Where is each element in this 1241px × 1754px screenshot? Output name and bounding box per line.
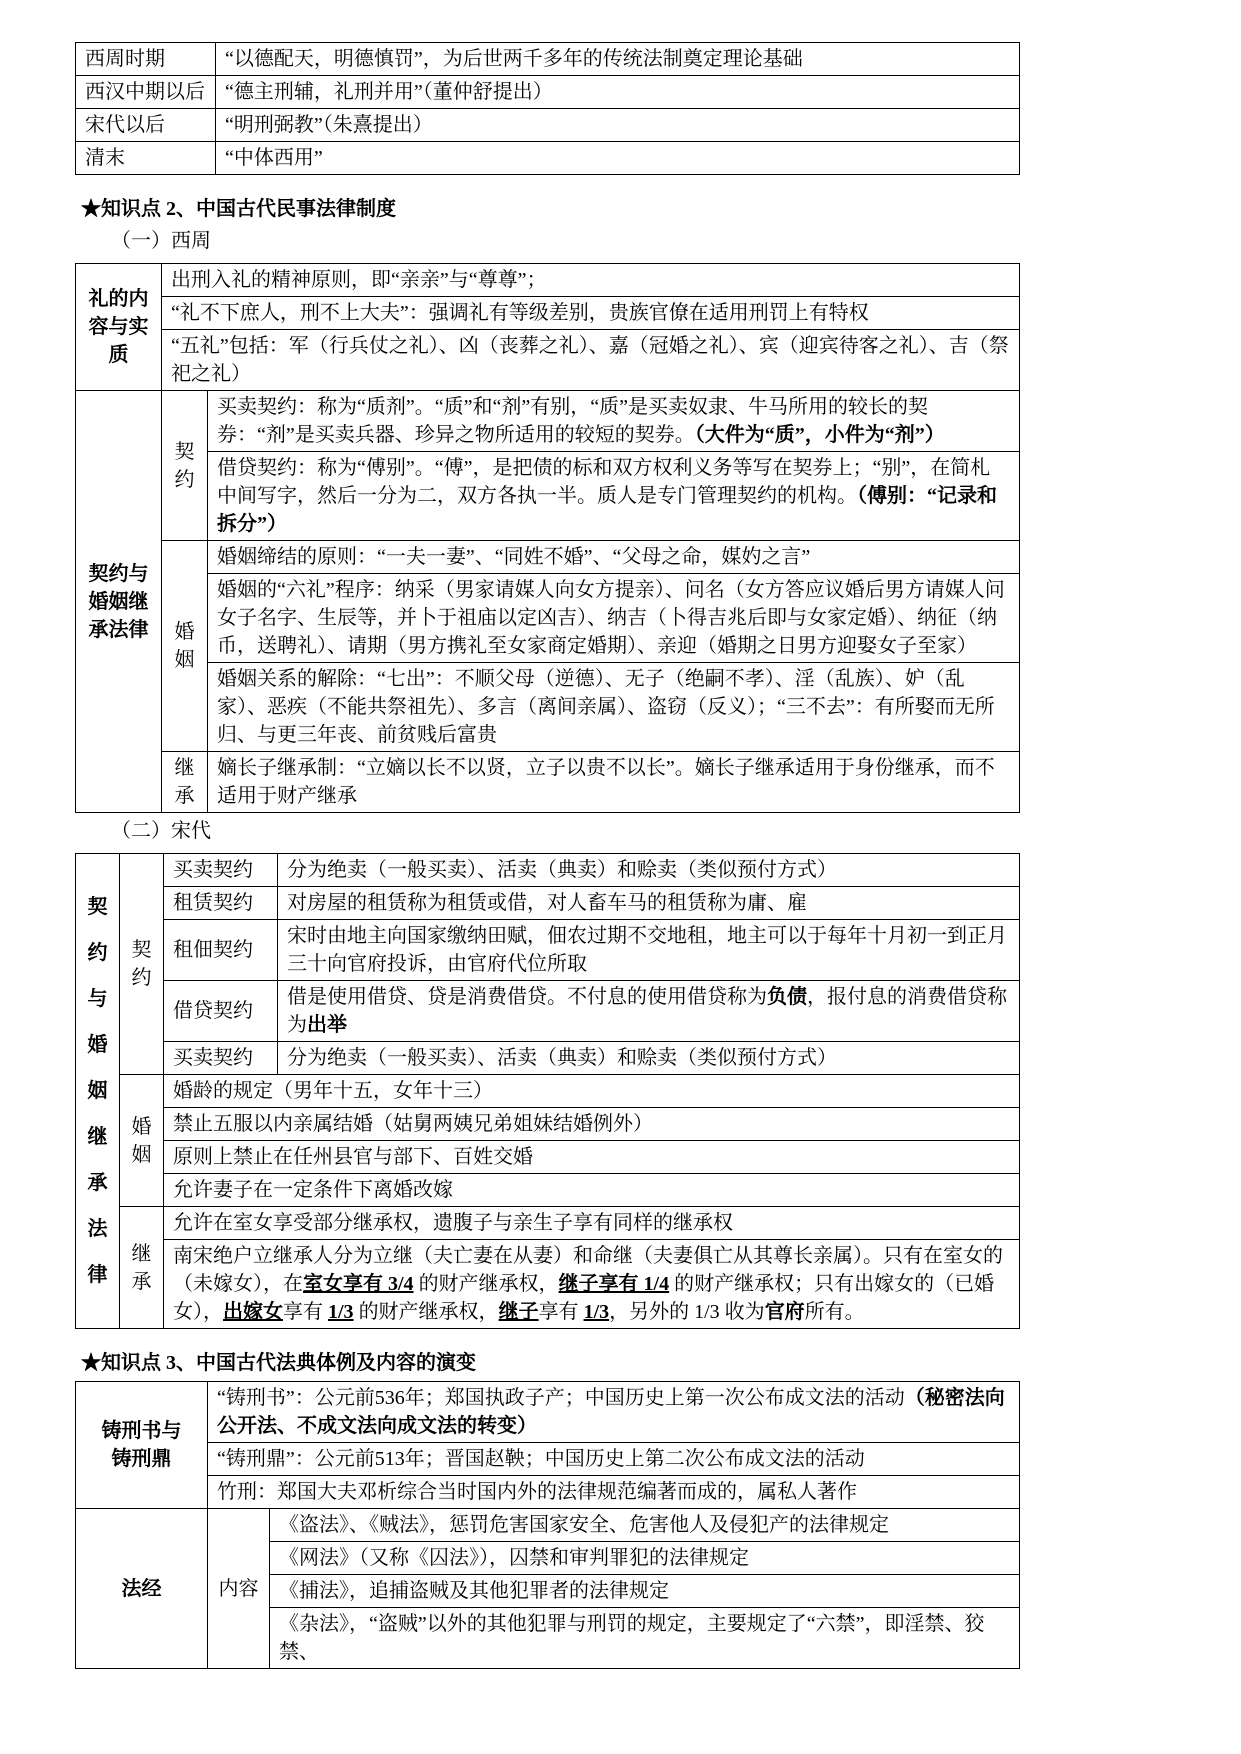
content-cell: 婚龄的规定（男年十五，女年十三） (164, 1075, 1020, 1108)
songdai-table (75, 853, 1020, 1329)
text-segment: 享有 (283, 1301, 328, 1323)
period-cell: 西汉中期以后 (76, 76, 216, 109)
content-cell (208, 391, 1020, 452)
jicheng-category-cell: 继承 (162, 752, 208, 813)
text-segment: （大件为“质”，小件为“剂”） (694, 424, 945, 446)
desc-cell: “明刑弼教”（朱熹提出） (216, 109, 1020, 142)
table-row (76, 43, 1020, 76)
table-row (76, 1042, 1020, 1075)
table-row (76, 109, 1020, 142)
qiyue-category-cell: 契约 (162, 391, 208, 541)
content-cell (164, 1240, 1020, 1329)
neirong-category-cell: 内容 (208, 1509, 270, 1669)
table-row (76, 541, 1020, 574)
text-segment: 借贷契约：称为“傅别”。“傅”，是把债的标和双方权利义务等写在契券上；“别”，在简札中间写字，然后一分为二，双方各执一半。质人是专门管理契约的机构。 (217, 457, 991, 507)
table-row (76, 887, 1020, 920)
kp2-sub-songdai: （二）宋代 (111, 820, 211, 842)
text-segment: 宋时由地主向国家缴纳田赋，佃农过期不交地租，地主可以于每年十月初一到正月三十向官府投诉，由官府代位所取 (287, 925, 1007, 975)
text-segment: 出嫁女 (223, 1301, 283, 1323)
kp2-heading: ★知识点 2、中国古代民事法律制度 (81, 198, 396, 220)
table-row (76, 1108, 1020, 1141)
content-cell: 婚姻缔结的原则：“一夫一妻”、“同姓不婚”、“父母之命，媒妁之言” (208, 541, 1020, 574)
content-cell: 婚姻关系的解除：“七出”：不顺父母（逆德）、无子（绝嗣不孝）、淫（乱族）、妒（乱家）、恶疾（不能共祭祖先）、多言（离间亲属）、盗窃（反义）；“三不去”：有所娶而无所归、与更三年丧、前贫贱后富贵 (208, 663, 1020, 752)
history-table (75, 42, 1020, 175)
content-cell: 婚姻的“六礼”程序：纳采（男家请媒人向女方提亲）、问名（女方答应议婚后男方请媒人问女子名字、生辰等，并卜于祖庙以定凶吉）、纳吉（卜得吉兆后即与女家定婚）、纳征（纳币，送聘礼）、请期（男方携礼至女家商定婚期）、亲迎（婚期之日男方迎娶女子至家） (208, 574, 1020, 663)
content-cell: 《盗法》、《贼法》，惩罚危害国家安全、危害他人及侵犯产的法律规定 (270, 1509, 1020, 1542)
table-row (76, 76, 1020, 109)
content-cell (208, 1443, 1020, 1476)
table-row (76, 752, 1020, 813)
text-segment: 买卖契约：称为“质剂”。“质”和“剂”有别，“质”是买卖奴隶、牛马所用的较长的契券：“剂”是买卖兵器、珍异之物所适用的较短的契券。 (217, 396, 929, 446)
period-cell: 清末 (76, 142, 216, 175)
fadian-table (75, 1381, 1020, 1669)
text-segment: “铸刑鼎”：公元前513年；晋国赵鞅；中国历史上第二次公布成文法的活动 (217, 1448, 865, 1470)
table-row (76, 1141, 1020, 1174)
desc-cell: “以德配天，明德慎罚”，为后世两千多年的传统法制奠定理论基础 (216, 43, 1020, 76)
content-cell (278, 1042, 1020, 1075)
table-row (76, 1207, 1020, 1240)
content-cell: 《捕法》，追捕盗贼及其他犯罪者的法律规定 (270, 1575, 1020, 1608)
table-row (76, 142, 1020, 175)
text-segment: 1/3 (328, 1301, 354, 1323)
content-cell: 《杂法》，“盗贼”以外的其他犯罪与刑罚的规定，主要规定了“六禁”，即淫禁、狡禁、 (270, 1608, 1020, 1669)
qihun-section-label: 契约与婚姻继承法律 (76, 391, 162, 813)
text-segment: 出举 (307, 1014, 347, 1036)
text-segment: 享有 (538, 1301, 584, 1323)
table-row (76, 1509, 1020, 1542)
text-segment: 官府 (764, 1301, 805, 1323)
table-row (76, 1476, 1020, 1509)
content-cell (278, 887, 1020, 920)
table-row (76, 663, 1020, 752)
text-segment: 允许在室女享受部分继承权，遗腹子与亲生子享有同样的继承权 (173, 1212, 733, 1234)
content-cell (208, 1382, 1020, 1443)
table-row (76, 1382, 1020, 1443)
table-row (76, 854, 1020, 887)
table-row (76, 920, 1020, 981)
contract-name-cell: 借贷契约 (164, 981, 278, 1042)
document-content (75, 42, 1020, 1669)
contract-name-cell: 租赁契约 (164, 887, 278, 920)
kp2-sub-xizhou: （一）西周 (111, 230, 211, 252)
text-segment: （秘密法向公开法、不成文法向成文法的转变） (217, 1387, 1005, 1437)
content-cell: 原则上禁止在任州县官与部下、百姓交婚 (164, 1141, 1020, 1174)
text-segment: 分为绝卖（一般买卖）、活卖（典卖）和赊卖（类似预付方式） (287, 1047, 837, 1069)
table-row (76, 574, 1020, 663)
fajing-section-label: 法经 (76, 1509, 208, 1669)
li-section-label: 礼的内容与实质 (76, 264, 162, 391)
content-cell: “礼不下庶人，刑不上大夫”：强调礼有等级差别，贵族官僚在适用刑罚上有特权 (162, 297, 1020, 330)
hunyin-category-cell: 婚姻 (120, 1075, 164, 1207)
content-cell (278, 920, 1020, 981)
kp3-heading: ★知识点 3、中国古代法典体例及内容的演变 (81, 1352, 476, 1374)
content-cell: 出刑入礼的精神原则，即“亲亲”与“尊尊”； (162, 264, 1020, 297)
content-cell (278, 854, 1020, 887)
table-row (76, 981, 1020, 1042)
text-segment: 南宋绝户立继承人分为立继（夫亡妻在从妻）和命继（夫妻俱亡从其尊长亲属）。只有在室女的（未嫁女），在 (173, 1245, 1003, 1295)
text-segment: 继子享有 1/4 (558, 1273, 670, 1295)
table-row (76, 1443, 1020, 1476)
period-cell: 宋代以后 (76, 109, 216, 142)
content-cell: 嫡长子继承制：“立嫡以长不以贤，立子以贵不以长”。嫡长子继承适用于身份继承，而不适用于财产继承 (208, 752, 1020, 813)
contract-name-cell: 买卖契约 (164, 854, 278, 887)
text-segment: 继子 (498, 1301, 539, 1323)
table-row (76, 330, 1020, 391)
text-segment: （傅别：“记录和拆分”） (217, 485, 997, 535)
content-cell: 《网法》（又称《囚法》），囚禁和审判罪犯的法律规定 (270, 1542, 1020, 1575)
zhuxing-section-label: 铸刑书与铸刑鼎 (76, 1382, 208, 1509)
content-cell: 禁止五服以内亲属结婚（姑舅两姨兄弟姐妹结婚例外） (164, 1108, 1020, 1141)
main-section-label: 契约与婚姻继承法律 (76, 854, 120, 1329)
desc-cell: “德主刑辅，礼刑并用”（董仲舒提出） (216, 76, 1020, 109)
contract-name-cell: 买卖契约 (164, 1042, 278, 1075)
hunyin-category-cell: 婚姻 (162, 541, 208, 752)
table-row (76, 1240, 1020, 1329)
content-cell (278, 981, 1020, 1042)
text-segment: 的财产继承权， (413, 1273, 559, 1295)
content-cell (164, 1207, 1020, 1240)
xizhou-table (75, 263, 1020, 813)
table-row (76, 297, 1020, 330)
text-segment: 的财产继承权；只有出嫁女的（已婚女）， (173, 1273, 995, 1323)
contract-name-cell: 租佃契约 (164, 920, 278, 981)
text-segment: 借是使用借贷、贷是消费借贷。不付息的使用借贷称为 (287, 986, 767, 1008)
text-segment: 对房屋的租赁称为租赁或借，对人畜车马的租赁称为庸、雇 (287, 892, 807, 914)
text-segment: “铸刑书”：公元前536年；郑国执政子产；中国历史上第一次公布成文法的活动 (217, 1387, 905, 1409)
content-cell: 允许妻子在一定条件下离婚改嫁 (164, 1174, 1020, 1207)
jicheng-category-cell: 继承 (120, 1207, 164, 1329)
text-segment: 室女享有 3/4 (303, 1273, 414, 1295)
table-row (76, 264, 1020, 297)
text-segment: 分为绝卖（一般买卖）、活卖（典卖）和赊卖（类似预付方式） (287, 859, 837, 881)
table-row (76, 1174, 1020, 1207)
period-cell: 西周时期 (76, 43, 216, 76)
content-cell (208, 1476, 1020, 1509)
table-row (76, 391, 1020, 452)
text-segment: ，另外的 1/3 收为 (609, 1301, 765, 1323)
text-segment: 所有。 (804, 1301, 865, 1323)
text-segment: 负债 (767, 986, 807, 1008)
table-row (76, 452, 1020, 541)
text-segment: 竹刑：郑国大夫邓析综合当时国内外的法律规范编著而成的，属私人著作 (217, 1481, 857, 1503)
text-segment: 的财产继承权， (353, 1301, 499, 1323)
qiyue-category-cell: 契约 (120, 854, 164, 1075)
text-segment: 1/3 (583, 1301, 610, 1323)
text-segment: ，报付息的消费借贷称为 (287, 986, 1007, 1036)
content-cell: “五礼”包括：军（行兵仗之礼）、凶（丧葬之礼）、嘉（冠婚之礼）、宾（迎宾待客之礼）、吉（祭祀之礼） (162, 330, 1020, 391)
content-cell (208, 452, 1020, 541)
table-row (76, 1075, 1020, 1108)
desc-cell: “中体西用” (216, 142, 1020, 175)
